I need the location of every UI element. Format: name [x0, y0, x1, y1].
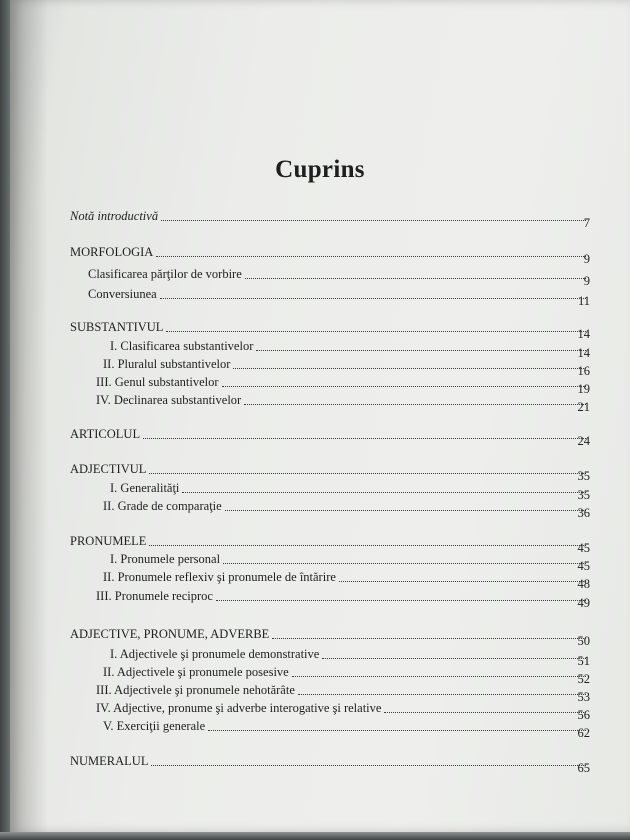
toc-leader-dots: [244, 404, 586, 405]
toc-entry: [70, 625, 590, 648]
toc-entry-page: 49: [577, 596, 590, 610]
toc-entry-page: 35: [577, 488, 590, 502]
toc-leader-dots: [384, 712, 586, 713]
table-of-contents: [10, 0, 630, 832]
toc-entry-page: 56: [577, 708, 590, 722]
toc-leader-dots: [298, 694, 586, 695]
toc-entry-page: 24: [577, 434, 590, 448]
toc-entry: [70, 355, 590, 378]
toc-entry-page: 52: [577, 672, 590, 686]
toc-leader-dots: [149, 545, 586, 546]
toc-leader-dots: [245, 278, 586, 279]
toc-entry: [70, 497, 590, 520]
toc-entry-label: III. Adjectivele şi pronumele nehotărâte: [96, 683, 295, 697]
toc-leader-dots: [160, 298, 586, 299]
toc-leader-dots: [161, 220, 586, 221]
toc-entry-page: 14: [577, 327, 590, 341]
toc-entry-label: III. Pronumele reciproc: [96, 589, 213, 603]
toc-entry-label: II. Pronumele reflexiv şi pronumele de întărire: [103, 570, 336, 584]
toc-entry: [70, 285, 590, 308]
toc-leader-dots: [272, 638, 586, 639]
toc-entry: [70, 243, 590, 266]
toc-entry-page: 9: [583, 252, 590, 266]
toc-entry: [70, 425, 590, 448]
toc-leader-dots: [182, 492, 586, 493]
toc-leader-dots: [143, 438, 586, 439]
toc-entry-label: I. Generalităţi: [110, 481, 180, 495]
toc-entry-label: SUBSTANTIVUL: [70, 320, 164, 334]
toc-entry: [70, 645, 590, 668]
toc-entry-page: 53: [577, 690, 590, 704]
toc-leader-dots: [156, 256, 586, 257]
toc-leader-dots: [225, 510, 586, 511]
toc-leader-dots: [166, 331, 586, 332]
toc-entry-page: 19: [577, 382, 590, 396]
toc-entry-page: 35: [577, 469, 590, 483]
toc-leader-dots: [322, 658, 586, 659]
toc-entry-label: Conversiunea: [88, 287, 157, 301]
toc-entry-label: PRONUMELE: [70, 534, 147, 548]
book-spine-edge: [0, 0, 10, 840]
toc-entry-page: 16: [577, 364, 590, 378]
toc-entry-label: IV. Declinarea substantivelor: [96, 393, 242, 407]
toc-leader-dots: [256, 350, 586, 351]
toc-entry-label: NUMERALUL: [70, 754, 149, 768]
toc-entry-label: III. Genul substantivelor: [96, 375, 219, 389]
toc-entry: [70, 752, 590, 775]
toc-entry-page: 7: [583, 216, 590, 230]
toc-entry: [70, 681, 590, 704]
toc-entry: [70, 337, 590, 360]
toc-entry-label: II. Grade de comparaţie: [103, 499, 222, 513]
toc-entry-label: I. Pronumele personal: [110, 552, 221, 566]
toc-entry-page: 51: [577, 654, 590, 668]
toc-entry-page: 65: [577, 761, 590, 775]
book-page: [10, 0, 630, 832]
toc-entry-page: 50: [577, 634, 590, 648]
toc-entry: [70, 265, 590, 288]
toc-leader-dots: [208, 730, 586, 731]
toc-entry: [70, 460, 590, 483]
toc-entry-page: 48: [577, 577, 590, 591]
toc-entry: [70, 550, 590, 573]
toc-leader-dots: [222, 386, 586, 387]
toc-entry: [70, 373, 590, 396]
toc-entry: [70, 699, 590, 722]
toc-entry-label: MORFOLOGIA: [70, 245, 154, 259]
toc-entry-page: 21: [577, 400, 590, 414]
toc-leader-dots: [216, 600, 586, 601]
toc-entry-page: 62: [577, 726, 590, 740]
toc-entry-page: 45: [577, 541, 590, 555]
toc-entry: [70, 391, 590, 414]
toc-entry-page: 9: [583, 274, 590, 288]
toc-entry-label: I. Adjectivele şi pronumele demonstrative: [110, 647, 320, 661]
toc-entry-label: ADJECTIVE, PRONUME, ADVERBE: [70, 627, 270, 641]
toc-entry-label: Notă introductivă: [70, 209, 159, 223]
page-bottom-edge: [0, 832, 630, 840]
toc-entry: [70, 318, 590, 341]
toc-entry-label: V. Exerciţii generale: [103, 719, 206, 733]
toc-entry: [70, 587, 590, 610]
toc-leader-dots: [292, 676, 586, 677]
page-title: Cuprins: [275, 156, 365, 183]
toc-entry-label: II. Pluralul substantivelor: [103, 357, 231, 371]
toc-entry-label: ADJECTIVUL: [70, 462, 147, 476]
toc-entry-label: IV. Adjective, pronume şi adverbe interogative şi relative: [96, 701, 382, 715]
toc-entry-label: I. Clasificarea substantivelor: [110, 339, 254, 353]
toc-entry: [70, 532, 590, 555]
toc-entry-page: 11: [577, 294, 590, 308]
toc-leader-dots: [151, 765, 586, 766]
toc-leader-dots: [233, 368, 586, 369]
toc-entry: [70, 717, 590, 740]
toc-entry: [70, 479, 590, 502]
toc-entry: [70, 568, 590, 591]
toc-entry: [70, 207, 590, 230]
toc-entry-label: II. Adjectivele şi pronumele posesive: [103, 665, 289, 679]
toc-entry-label: ARTICOLUL: [70, 427, 141, 441]
toc-entry-page: 36: [577, 506, 590, 520]
toc-entry-label: Clasificarea părţilor de vorbire: [88, 267, 242, 281]
toc-leader-dots: [339, 581, 586, 582]
toc-leader-dots: [223, 563, 586, 564]
toc-leader-dots: [149, 473, 586, 474]
toc-entry: [70, 663, 590, 686]
toc-entry-page: 14: [577, 346, 590, 360]
toc-entry-page: 45: [577, 559, 590, 573]
